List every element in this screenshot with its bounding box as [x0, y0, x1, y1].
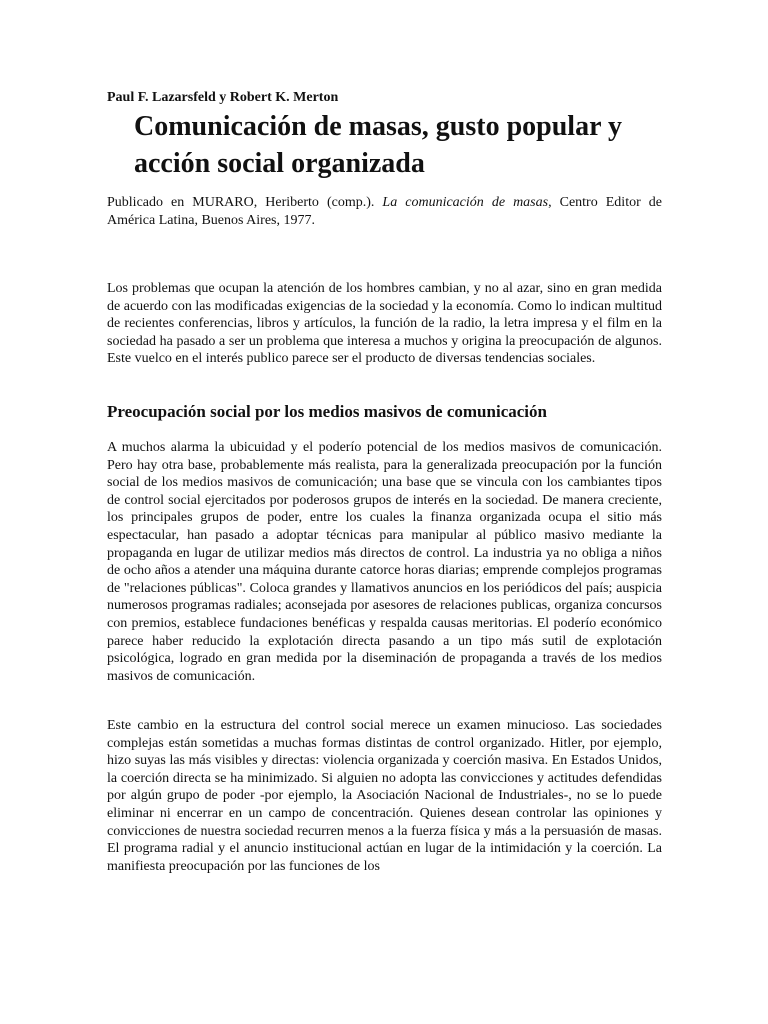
- publication-book-title: La comunicación de masas: [382, 195, 549, 210]
- document-title: Comunicación de masas, gusto popular y acción social organizada: [134, 111, 623, 179]
- publication-info: [107, 194, 662, 230]
- paragraph-intro: Los problemas que ocupan la atención de los hombres cambian, y no al azar, sino en gran medida de acuerdo con las modificadas exigencias de la sociedad y la economía. Como lo indican multitud de recientes conferencias, libros y artículos, la función de la radio, la letra impresa y el film en la sociedad ha pasado a ser un problema que interesa a muchos y origina la preocupación de algunos. Este vuelco en el interés publico parece ser el producto de diversas tendencias sociales.: [107, 281, 662, 367]
- paragraph-body-1: A muchos alarma la ubicuidad y el poderío potencial de los medios masivos de comunicación. Pero hay otra base, probablemente más realista, para la generalizada preocupación por la función social de los medios masivos de comunicación; una base que se vincula con los cambiantes tipos de control social ejercitados por poderosos grupos de interés en la sociedad. De manera creciente, los principales grupos de poder, entre los cuales la finanza organizada ocupa el sitio más espectacular, han pasado a adoptar técnicas para manipular al público masivo mediante la propaganda en lugar de utilizar medios más directos de control. La industria ya no obliga a niños de ocho años a atender una máquina durante catorce horas diarias; emprende complejos programas de "relaciones públicas". Coloca grandes y llamativos anuncios en los periódicos del país; auspicia numerosos programas radiales; aconsejada por asesores de relaciones publicas, organiza concursos con premios, establece fundaciones benéficas y respalda causas meritorias. El poderío económico parece haber reducido la explotación directa pasando a un tipo más sutil de explotación psicológica, logrado en gran medida por la diseminación de propaganda a través de los medios masivos de comunicación.: [107, 440, 662, 684]
- publication-suffix: , Centro Editor de América Latina, Buenos Aires, 1977.: [107, 195, 662, 228]
- paragraph-body-2: Este cambio en la estructura del control social merece un examen minucioso. Las sociedades complejas están sometidas a muchas formas distintas de control organizado. Hitler, por ejemplo, hizo suyas las más visibles y directas: violencia organizada y coerción masiva. En Estados Unidos, la coerción directa se ha minimizado. Si alguien no adopta las convicciones y actitudes defendidas por algún grupo de poder -por ejemplo, la Asociación Nacional de Industriales-, no se lo puede eliminar ni encerrar en un campo de concentración. Quienes desean controlar las opiniones y convicciones de nuestra sociedad recurren menos a la fuerza física y más a la persuasión de masas. El programa radial y el anuncio institucional actúan en lugar de la intimidación y la coerción. La manifiesta preocupación por las funciones de los: [107, 718, 662, 874]
- section-heading: Preocupación social por los medios masivos de comunicación: [107, 402, 547, 421]
- publication-prefix: Publicado en MURARO, Heriberto (comp.).: [107, 195, 383, 210]
- authors-line: Paul F. Lazarsfeld y Robert K. Merton: [107, 90, 339, 105]
